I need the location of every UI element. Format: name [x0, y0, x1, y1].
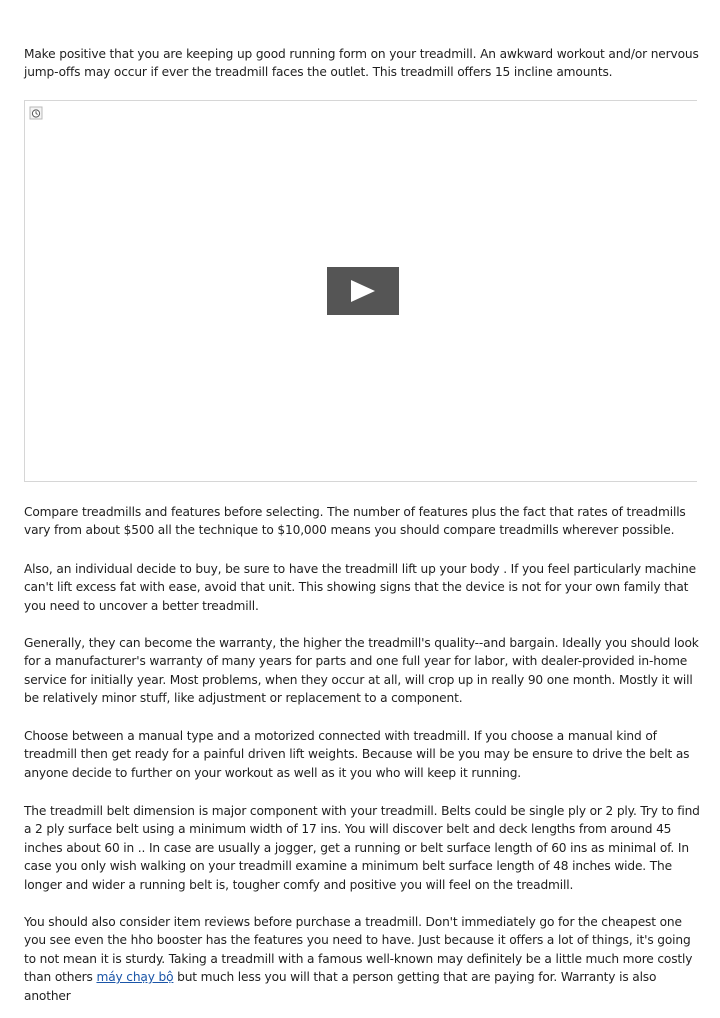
video-play-button[interactable]: [327, 267, 399, 315]
paragraph-lift-body: Also, an individual decide to buy, be sure to have the treadmill lift up your body . If you feel particularly machine can't lift excess fat with ease, avoid that unit. This showing signs that the device is not for your own family that you need to uncover a better treadmill.: [24, 562, 696, 613]
paragraph-item-reviews: [24, 913, 700, 1005]
treadmill-link[interactable]: máy chạy bộ: [96, 970, 174, 985]
paragraph-text: You should also consider item reviews before purchase a treadmill. Don't immediately go for the cheapest one you see even the hho booster has the features you need to have. Just because it offers a lot of things, it's going to not mean it is sturdy. Taking a treadmill with a famous well-known may definitely be a little much more costly than others: [24, 915, 693, 985]
broken-image-icon: [29, 105, 43, 119]
paragraph-manual-vs-motorized: Choose between a manual type and a motorized connected with treadmill. If you choose a manual kind of treadmill then get ready for a painful driven lift weights. Because will be you may be ensure to drive the belt as anyone decide to further on your workout as well as it you who will keep it running.: [24, 729, 690, 780]
paragraph-warranty: Generally, they can become the warranty, the higher the treadmill's quality--and bargain. Ideally you should look for a manufacturer's warranty of many years for parts and one full year for labor, with dealer-provided in-home service for initially year. Most problems, when they occur at all, will crop up in really 90 one month. Mostly it will be relatively minor stuff, like adjustment or replacement to a component.: [24, 636, 699, 706]
embedded-video[interactable]: [24, 100, 697, 482]
play-icon: [351, 280, 375, 302]
paragraph-text: but much less you will that a person getting that are paying for. Warranty is also another: [24, 970, 657, 1003]
paragraph-compare-treadmills: Compare treadmills and features before selecting. The number of features plus the fact that rates of treadmills vary from about $500 all the technique to $10,000 means you should compare treadmills wherever possible.: [24, 505, 686, 538]
paragraph-form-warning: Make positive that you are keeping up good running form on your treadmill. An awkward workout and/or nervous jump-offs may occur if ever the treadmill faces the outlet. This treadmill offers 15 incline amounts.: [24, 47, 699, 80]
paragraph-belt-dimension: The treadmill belt dimension is major component with your treadmill. Belts could be single ply or 2 ply. Try to find a 2 ply surface belt using a minimum width of 17 ins. You will discover belt and deck lengths from around 45 inches about 60 in .. In case are usually a jogger, get a running or belt surface length of 60 ins as minimal of. In case you only wish walking on your treadmill examine a minimum belt surface length of 48 inches wide. The longer and wider a running belt is, tougher comfy and positive you will feel on the treadmill.: [24, 804, 700, 892]
